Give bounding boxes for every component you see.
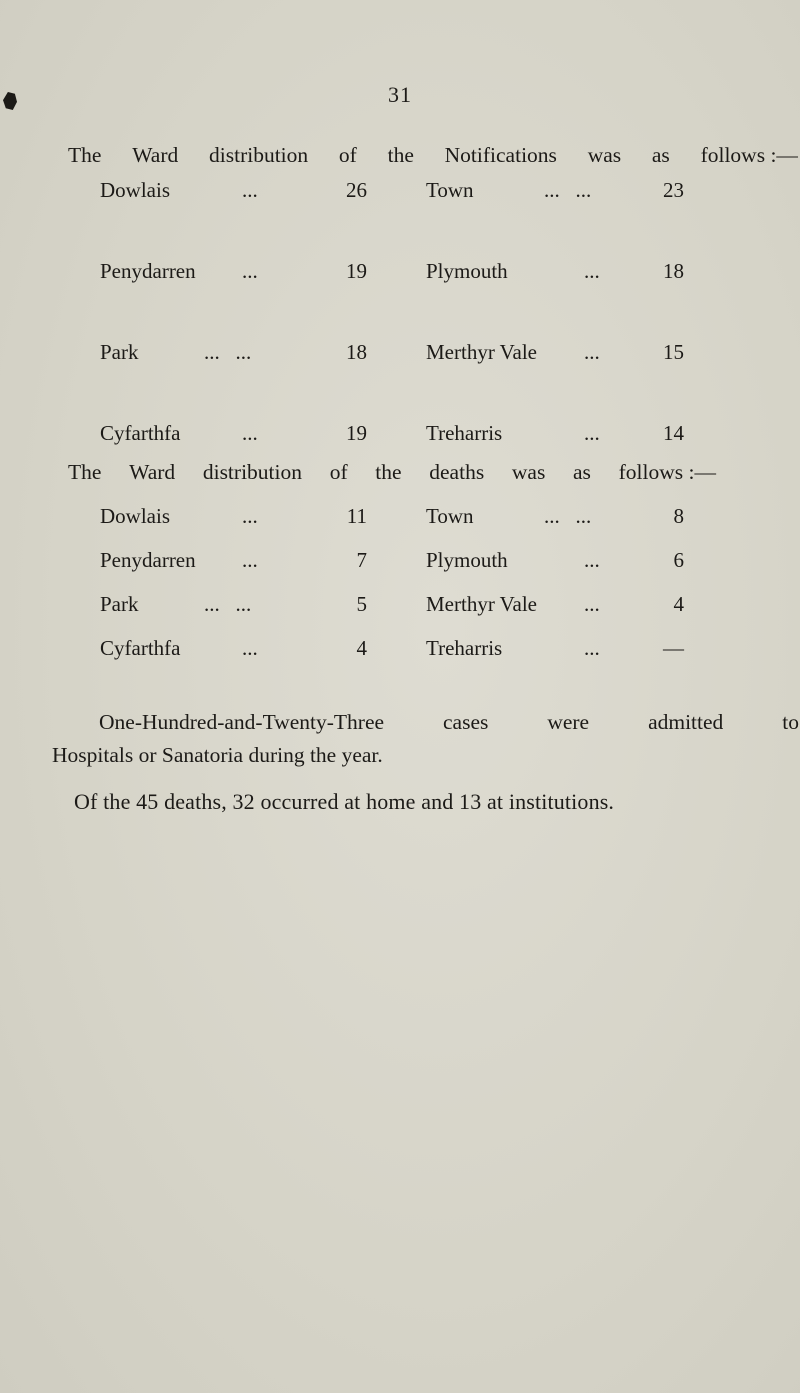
ward-name: Dowlais xyxy=(100,504,170,528)
paragraph-word: One-Hundred-and-Twenty-Three xyxy=(99,710,385,734)
deaths-summary-sentence: Of the 45 deaths, 32 occurred at home and 13 at institutions. xyxy=(74,789,615,814)
page-number: 31 xyxy=(388,82,412,107)
leader-dots: ... xyxy=(242,421,258,445)
heading-word: as xyxy=(573,460,591,484)
heading-word: distribution xyxy=(209,143,309,167)
heading-word: deaths xyxy=(429,460,485,484)
heading-word: follows :— xyxy=(700,143,798,167)
heading-word: The xyxy=(68,460,102,484)
ward-name: Penydarren xyxy=(100,259,196,283)
heading-word: follows :— xyxy=(618,460,716,484)
leader-dots: ... xyxy=(242,504,258,528)
ward-name: Merthyr Vale xyxy=(426,592,537,616)
ward-name: Park xyxy=(100,340,139,364)
leader-dots: ... xyxy=(242,259,258,283)
heading-word: Ward xyxy=(132,143,179,167)
heading-word: the xyxy=(387,143,414,167)
ward-name: Penydarren xyxy=(100,548,196,572)
ward-name: Dowlais xyxy=(100,178,170,202)
ward-row xyxy=(100,548,720,578)
paragraph-word: admitted xyxy=(648,710,724,734)
heading-word: of xyxy=(338,143,357,167)
heading-word: was xyxy=(587,143,622,167)
ward-count: 19 xyxy=(346,259,367,283)
leader-dots: ... ... xyxy=(544,178,592,202)
admissions-paragraph-line-2: Hospitals or Sanatoria during the year. xyxy=(52,743,383,767)
ward-row xyxy=(100,340,720,370)
ward-name: Plymouth xyxy=(426,259,508,283)
ward-name: Treharris xyxy=(426,421,503,445)
heading-word: was xyxy=(511,460,546,484)
leader-dots: ... xyxy=(242,636,258,660)
ward-name: Treharris xyxy=(426,636,503,660)
ward-count: 23 xyxy=(663,178,684,202)
heading-word: distribution xyxy=(202,460,302,484)
notifications-heading xyxy=(68,143,798,168)
paragraph-word: to xyxy=(782,710,799,734)
ward-count: 5 xyxy=(356,592,367,616)
paragraph-word: cases xyxy=(443,710,489,734)
heading-word: Notifications xyxy=(444,143,557,167)
leader-dots: ... ... xyxy=(204,340,252,364)
leader-dots: ... xyxy=(584,340,600,364)
ward-name: Town xyxy=(426,178,474,202)
ward-name: Cyfarthfa xyxy=(100,636,181,660)
ward-count: — xyxy=(663,636,684,660)
ward-count: 26 xyxy=(346,178,367,202)
leader-dots: ... xyxy=(584,592,600,616)
ward-count: 7 xyxy=(356,548,367,572)
ward-count: 19 xyxy=(346,421,367,445)
leader-dots: ... xyxy=(584,259,600,283)
ward-count: 14 xyxy=(663,421,684,445)
ward-count: 11 xyxy=(346,504,367,528)
leader-dots: ... xyxy=(584,421,600,445)
ward-count: 18 xyxy=(663,259,684,283)
ward-row xyxy=(100,178,720,208)
ward-count: 6 xyxy=(673,548,684,572)
ward-row xyxy=(100,421,720,451)
ward-count: 15 xyxy=(663,340,684,364)
ward-row xyxy=(100,504,720,534)
leader-dots: ... xyxy=(584,548,600,572)
ward-row xyxy=(100,592,720,622)
ward-count: 4 xyxy=(673,592,684,616)
leader-dots: ... xyxy=(242,178,258,202)
ward-row xyxy=(100,636,720,666)
leader-dots: ... xyxy=(584,636,600,660)
heading-word: The xyxy=(68,143,102,167)
ward-name: Town xyxy=(426,504,474,528)
paragraph-word: were xyxy=(547,710,590,734)
ward-count: 18 xyxy=(346,340,367,364)
heading-word: Ward xyxy=(129,460,176,484)
leader-dots: ... xyxy=(242,548,258,572)
leader-dots: ... ... xyxy=(204,592,252,616)
deaths-heading xyxy=(68,460,716,485)
leader-dots: ... ... xyxy=(544,504,592,528)
ward-count: 4 xyxy=(356,636,367,660)
heading-word: as xyxy=(651,143,670,167)
ward-row xyxy=(100,259,720,289)
ward-name: Merthyr Vale xyxy=(426,340,537,364)
ward-name: Plymouth xyxy=(426,548,508,572)
ward-name: Cyfarthfa xyxy=(100,421,181,445)
ward-count: 8 xyxy=(673,504,684,528)
heading-word: of xyxy=(329,460,348,484)
ward-name: Park xyxy=(100,592,139,616)
admissions-paragraph-line-1 xyxy=(99,710,799,735)
heading-word: the xyxy=(375,460,402,484)
